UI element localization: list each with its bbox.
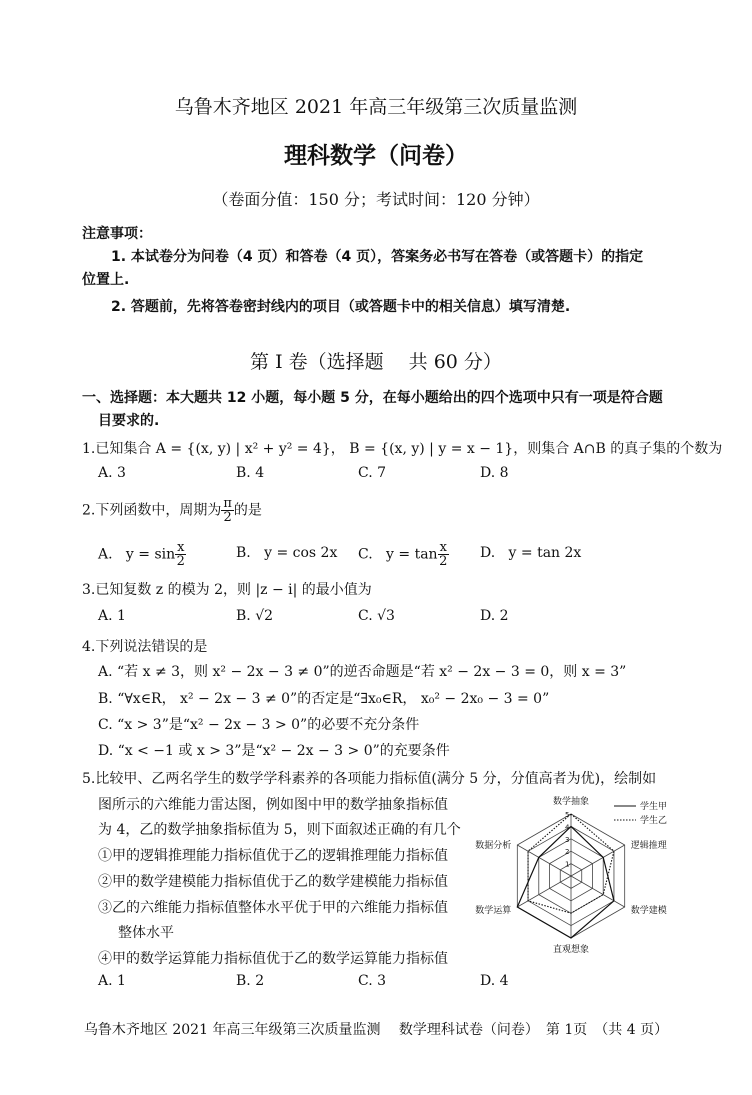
q2-option-c: C. y = tan $\frac{x}{2}$	[358, 540, 448, 569]
q1-option-a: A. 3	[98, 465, 126, 481]
q1-option-d: D. 8	[480, 465, 509, 481]
q2-period-fraction: $\frac{\pi}{2}$	[223, 496, 232, 525]
question-5-stem-2: 图所示的六维能力雷达图，例如图中甲的数学抽象指标值	[98, 797, 448, 813]
question-5-stem-3: 为 4，乙的数学抽象指标值为 5，则下面叙述正确的有几个	[98, 822, 461, 838]
q2-stem-after: 的是	[233, 502, 262, 519]
q3-option-d: D. 2	[480, 608, 509, 624]
radar-chart	[472, 790, 704, 960]
q5-option-c: C. 3	[358, 973, 387, 989]
radar-spoke	[517, 876, 571, 907]
q4-option-b: B. “∀x∈R， x² − 2x − 3 ≠ 0”的否定是“∃x₀∈R， x₀² − 2x₀ − 3 = 0”	[98, 691, 550, 707]
q2-stem-before: 2.下列函数中，周期为	[82, 502, 222, 519]
q5-statement-1: ①甲的逻辑推理能力指标值优于乙的逻辑推理能力指标值	[98, 848, 448, 864]
radar-tick-label: 3	[565, 835, 570, 844]
legend-yi-label: 学生乙	[640, 816, 668, 826]
question-4-stem: 4.下列说法错误的是	[82, 639, 208, 655]
q4-option-c: C. “x > 3”是“x² − 2x − 3 > 0”的必要不充分条件	[98, 717, 420, 733]
question-2-stem	[82, 497, 262, 524]
radar-axis-label: 逻辑推理	[630, 841, 667, 851]
q1-option-b: B. 4	[236, 465, 265, 481]
legend-jia-label: 学生甲	[640, 802, 668, 812]
radar-axis-label: 数据分析	[475, 841, 512, 851]
q5-statement-2: ②甲的数学建模能力指标值优于乙的数学建模能力指标值	[98, 874, 448, 890]
exam-title: 乌鲁木齐地区 2021 年高三年级第三次质量监测	[174, 96, 578, 118]
exam-info: （卷面分值：150 分；考试时间：120 分钟）	[212, 190, 540, 209]
q3-option-c: C. √3	[358, 608, 395, 624]
radar-axis-label: 直观想象	[552, 945, 590, 955]
section-intro: 一、选择题：本大题共 12 小题，每小题 5 分，在每小题给出的四个选项中只有一项是符合题	[82, 390, 663, 406]
section-intro-cont: 目要求的.	[98, 413, 160, 429]
radar-spoke	[571, 876, 625, 907]
radar-tick-label: 2	[565, 848, 570, 857]
notice-item-1-cont: 位置上.	[82, 272, 130, 288]
question-3-stem: 3.已知复数 z 的模为 2，则 |z − i| 的最小值为	[82, 582, 372, 598]
q5-option-b: B. 2	[236, 973, 265, 989]
radar-axis-label: 数学运算	[475, 906, 512, 916]
q5-statement-3-cont: 整体水平	[118, 925, 174, 941]
q2-option-a: A. y = sin $\frac{x}{2}$	[98, 540, 185, 569]
notice-item-1: 1. 本试卷分为问卷（4 页）和答卷（4 页），答案务必书写在答卷（或答题卡）的指定	[111, 249, 644, 265]
notice-heading: 注意事项：	[82, 226, 152, 242]
radar-axis-label: 数学抽象	[552, 797, 590, 807]
q2-option-d: D. y = tan 2x	[480, 545, 582, 561]
q2-option-b: B. y = cos 2x	[236, 545, 338, 561]
section-title: 第 I 卷（选择题 共 60 分）	[250, 351, 502, 373]
q5-option-a: A. 1	[98, 973, 126, 989]
q3-option-b: B. √2	[236, 608, 274, 624]
radar-spoke	[571, 845, 625, 876]
radar-spoke	[517, 845, 571, 876]
radar-tick-label: 5	[565, 811, 570, 819]
q1-option-c: C. 7	[358, 465, 387, 481]
q5-statement-3: ③乙的六维能力指标值整体水平优于甲的六维能力指标值	[98, 900, 448, 916]
page-footer: 乌鲁木齐地区 2021 年高三年级第三次质量监测 数学理科试卷（问卷） 第 1页 （共 4 页）	[83, 1022, 669, 1038]
radar-tick-label: 1	[565, 860, 570, 869]
question-5-stem: 5.比较甲、乙两名学生的数学学科素养的各项能力指标值(满分 5 分，分值高者为优)，绘制如	[82, 771, 657, 787]
exam-subtitle: 理科数学（问卷）	[284, 142, 468, 169]
q5-option-d: D. 4	[480, 973, 509, 989]
q3-option-a: A. 1	[98, 608, 126, 624]
radar-tick-label: 4	[565, 823, 570, 832]
question-1-stem: 1.已知集合 A = {(x, y) | x² + y² = 4}， B = {(x, y) | y = x − 1}，则集合 A∩B 的真子集的个数为	[82, 441, 723, 457]
q4-option-d: D. “x < −1 或 x > 3”是“x² − 2x − 3 > 0”的充要条件	[98, 743, 450, 759]
radar-axis-label: 数学建模	[630, 906, 667, 916]
notice-item-2: 2. 答题前，先将答卷密封线内的项目（或答题卡中的相关信息）填写清楚.	[111, 299, 571, 315]
q4-option-a: A. “若 x ≠ 3，则 x² − 2x − 3 ≠ 0”的逆否命题是“若 x² − 2x − 3 = 0，则 x = 3”	[98, 664, 627, 680]
q5-statement-4: ④甲的数学运算能力指标值优于乙的数学运算能力指标值	[98, 951, 448, 967]
